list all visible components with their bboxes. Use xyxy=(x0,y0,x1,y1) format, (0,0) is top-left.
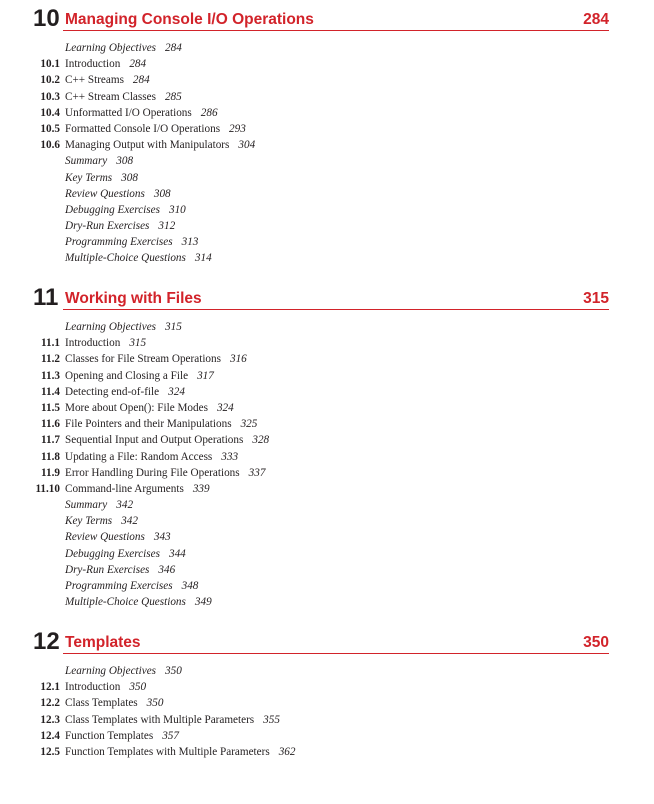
entry-title: Debugging Exercises xyxy=(65,547,160,560)
section-number: 12.5 xyxy=(40,745,60,758)
entry-title: Opening and Closing a File xyxy=(65,369,189,382)
entry-text xyxy=(65,432,269,448)
toc-entry[interactable] xyxy=(0,89,654,105)
toc-entry-list xyxy=(0,663,654,760)
toc-entry[interactable] xyxy=(0,497,654,513)
entry-page-number: 328 xyxy=(252,434,270,447)
entry-text xyxy=(65,250,212,266)
toc-entry[interactable] xyxy=(0,594,654,610)
section-number: 10.4 xyxy=(40,106,60,119)
toc-entry[interactable] xyxy=(0,578,654,594)
entry-text xyxy=(65,319,182,335)
entry-title: Learning Objectives xyxy=(65,42,157,54)
entry-text xyxy=(65,40,182,56)
entry-title: Class Templates xyxy=(65,697,138,710)
entry-page-number: 333 xyxy=(221,450,239,463)
entry-title: Formatted Console I/O Operations xyxy=(65,122,221,135)
entry-title: Managing Output with Manipulators xyxy=(65,139,230,152)
toc-entry[interactable] xyxy=(0,679,654,695)
toc-entry[interactable] xyxy=(0,218,654,234)
entry-page-number: 285 xyxy=(164,90,182,103)
chapter-title-link[interactable]: Working with Files xyxy=(65,290,202,307)
entry-text xyxy=(65,663,182,679)
entry-title: Introduction xyxy=(65,337,121,350)
entry-title: Dry-Run Exercises xyxy=(65,220,150,233)
entry-title: Function Templates xyxy=(65,729,154,742)
entry-page-number: 339 xyxy=(192,482,210,495)
toc-entry[interactable] xyxy=(0,728,654,744)
toc-entry[interactable] xyxy=(0,529,654,545)
toc-entry[interactable] xyxy=(0,432,654,448)
entry-title: Key Terms xyxy=(65,515,113,528)
entry-title: Multiple-Choice Questions xyxy=(65,252,186,265)
entry-page-number: 308 xyxy=(153,187,171,200)
chapter-heading xyxy=(0,285,654,309)
chapter-number: 11 xyxy=(33,284,59,311)
section-number: 11.9 xyxy=(41,466,60,479)
toc-entry[interactable] xyxy=(0,562,654,578)
section-number: 10.2 xyxy=(40,74,60,87)
entry-page-number: 313 xyxy=(181,236,199,249)
entry-text xyxy=(65,56,146,72)
entry-text xyxy=(65,465,265,481)
entry-title: Unformatted I/O Operations xyxy=(65,106,192,119)
toc-entry[interactable] xyxy=(0,400,654,416)
entry-title: Error Handling During File Operations xyxy=(65,466,240,479)
entry-page-number: 350 xyxy=(146,697,164,710)
entry-title: C++ Streams xyxy=(65,74,124,87)
entry-page-number: 293 xyxy=(229,122,246,135)
toc-entry[interactable] xyxy=(0,319,654,335)
section-number: 10.5 xyxy=(40,122,60,135)
entry-page-number: 355 xyxy=(263,713,280,726)
entry-page-number: 316 xyxy=(229,353,247,366)
toc-entry[interactable] xyxy=(0,695,654,711)
entry-text xyxy=(65,234,198,250)
toc-entry-list xyxy=(0,40,654,267)
entry-text xyxy=(65,153,133,169)
chapter-page-number: 315 xyxy=(583,290,609,307)
entry-text xyxy=(65,202,186,218)
toc-entry[interactable] xyxy=(0,234,654,250)
entry-text xyxy=(65,368,214,384)
entry-page-number: 362 xyxy=(278,745,296,758)
entry-page-number: 286 xyxy=(200,106,218,119)
entry-page-number: 284 xyxy=(165,42,182,54)
entry-title: Classes for File Stream Operations xyxy=(65,353,221,366)
section-number: 11.3 xyxy=(41,369,60,382)
section-number: 12.4 xyxy=(40,729,60,742)
entry-page-number: 357 xyxy=(162,729,179,742)
entry-text xyxy=(65,351,247,367)
entry-text xyxy=(65,712,280,728)
entry-text xyxy=(65,497,133,513)
chapter-title-link[interactable]: Templates xyxy=(65,634,141,651)
toc-entry[interactable] xyxy=(0,513,654,529)
chapter-divider xyxy=(63,309,609,310)
entry-text xyxy=(65,218,175,234)
toc-entry[interactable] xyxy=(0,384,654,400)
chapter-11 xyxy=(0,284,654,609)
entry-page-number: 324 xyxy=(216,401,234,414)
section-number: 11.5 xyxy=(41,401,60,414)
entry-title: Introduction xyxy=(65,681,121,694)
entry-text xyxy=(65,728,179,744)
toc-entry[interactable] xyxy=(0,416,654,432)
entry-page-number: 308 xyxy=(121,171,138,184)
toc-entry[interactable] xyxy=(0,368,654,384)
entry-text xyxy=(65,529,171,545)
entry-page-number: 310 xyxy=(168,203,186,216)
section-number: 10.1 xyxy=(40,58,60,71)
entry-title: Programming Exercises xyxy=(65,580,173,592)
entry-text xyxy=(65,546,186,562)
entry-text xyxy=(65,481,210,497)
entry-title: Summary xyxy=(65,155,108,168)
entry-title: C++ Stream Classes xyxy=(65,90,156,103)
section-number: 10.3 xyxy=(40,90,60,103)
entry-page-number: 343 xyxy=(153,531,171,544)
entry-title: Updating a File: Random Access xyxy=(65,450,213,463)
toc-entry[interactable] xyxy=(0,202,654,218)
section-number: 12.3 xyxy=(40,713,60,726)
toc-entry[interactable] xyxy=(0,72,654,88)
entry-text xyxy=(65,186,171,202)
entry-text xyxy=(65,513,138,529)
entry-text xyxy=(65,384,185,400)
toc-entry[interactable] xyxy=(0,351,654,367)
entry-text xyxy=(65,170,138,186)
entry-title: Function Templates with Multiple Parameters xyxy=(65,745,270,758)
entry-page-number: 324 xyxy=(168,385,185,398)
section-number: 11.10 xyxy=(35,482,60,495)
entry-text xyxy=(65,695,163,711)
chapter-number: 10 xyxy=(33,5,60,32)
toc-entry[interactable] xyxy=(0,153,654,169)
entry-text xyxy=(65,105,218,121)
entry-title: Summary xyxy=(65,499,108,512)
entry-text xyxy=(65,744,295,760)
entry-title: Detecting end-of-file xyxy=(65,385,160,398)
toc-entry[interactable] xyxy=(0,546,654,562)
chapter-number: 12 xyxy=(33,628,60,655)
entry-page-number: 325 xyxy=(240,418,258,431)
entry-page-number: 348 xyxy=(181,580,199,592)
toc-entry[interactable] xyxy=(0,186,654,202)
toc-entry[interactable] xyxy=(0,663,654,679)
section-number: 11.6 xyxy=(41,418,60,431)
entry-text xyxy=(65,72,150,88)
toc-entry[interactable] xyxy=(0,712,654,728)
section-number: 11.1 xyxy=(41,337,60,350)
entry-page-number: 308 xyxy=(116,155,134,168)
entry-text xyxy=(65,400,234,416)
chapter-divider xyxy=(63,653,609,654)
chapter-10 xyxy=(0,5,654,265)
toc-entry-list xyxy=(0,319,654,610)
entry-text xyxy=(65,89,182,105)
toc-entry[interactable] xyxy=(0,105,654,121)
section-number: 12.2 xyxy=(40,697,60,710)
entry-page-number: 342 xyxy=(121,515,138,528)
chapter-divider xyxy=(63,30,609,31)
toc-entry[interactable] xyxy=(0,465,654,481)
entry-title: File Pointers and their Manipulations xyxy=(65,418,232,431)
section-number: 12.1 xyxy=(40,681,60,694)
section-number: 10.6 xyxy=(40,139,60,152)
entry-title: Learning Objectives xyxy=(65,665,157,677)
entry-page-number: 284 xyxy=(129,58,147,71)
chapter-heading xyxy=(0,6,654,30)
entry-page-number: 304 xyxy=(238,139,256,152)
entry-page-number: 350 xyxy=(129,681,147,694)
entry-title: Review Questions xyxy=(65,187,145,200)
entry-title: Introduction xyxy=(65,58,121,71)
entry-text xyxy=(65,594,212,610)
chapter-title-link[interactable]: Managing Console I/O Operations xyxy=(65,11,314,28)
entry-page-number: 350 xyxy=(165,665,182,677)
chapter-12 xyxy=(0,628,654,758)
section-number: 11.7 xyxy=(41,434,60,447)
entry-page-number: 315 xyxy=(165,321,182,333)
entry-title: More about Open(): File Modes xyxy=(65,401,208,414)
entry-page-number: 317 xyxy=(197,369,214,382)
entry-title: Sequential Input and Output Operations xyxy=(65,434,244,447)
entry-page-number: 342 xyxy=(116,499,134,512)
entry-title: Multiple-Choice Questions xyxy=(65,596,186,609)
entry-page-number: 284 xyxy=(132,74,150,87)
entry-title: Debugging Exercises xyxy=(65,203,160,216)
chapter-page-number: 284 xyxy=(583,11,609,28)
entry-title: Review Questions xyxy=(65,531,145,544)
toc-entry[interactable] xyxy=(0,744,654,760)
toc-entry[interactable] xyxy=(0,481,654,497)
toc-entry[interactable] xyxy=(0,170,654,186)
entry-text xyxy=(65,335,146,351)
entry-title: Dry-Run Exercises xyxy=(65,563,150,576)
entry-page-number: 337 xyxy=(248,466,266,479)
entry-title: Learning Objectives xyxy=(65,321,157,333)
entry-text xyxy=(65,449,238,465)
entry-text xyxy=(65,562,175,578)
entry-page-number: 315 xyxy=(129,337,147,350)
toc-entry[interactable] xyxy=(0,40,654,56)
entry-page-number: 349 xyxy=(194,596,212,609)
chapter-page-number: 350 xyxy=(583,634,609,651)
entry-page-number: 346 xyxy=(158,563,176,576)
toc-entry[interactable] xyxy=(0,137,654,153)
section-number: 11.8 xyxy=(41,450,60,463)
toc-entry[interactable] xyxy=(0,250,654,266)
section-number: 11.2 xyxy=(41,353,60,366)
chapter-heading xyxy=(0,629,654,653)
entry-text xyxy=(65,137,255,153)
entry-title: Key Terms xyxy=(65,171,113,184)
entry-text xyxy=(65,679,146,695)
entry-title: Command-line Arguments xyxy=(65,482,184,495)
entry-text xyxy=(65,578,198,594)
entry-page-number: 312 xyxy=(158,220,176,233)
entry-title: Programming Exercises xyxy=(65,236,173,249)
toc-entry[interactable] xyxy=(0,449,654,465)
entry-page-number: 344 xyxy=(168,547,186,560)
entry-title: Class Templates with Multiple Parameters xyxy=(65,713,255,726)
toc-entry[interactable] xyxy=(0,335,654,351)
toc-entry[interactable] xyxy=(0,56,654,72)
toc-entry[interactable] xyxy=(0,121,654,137)
entry-text xyxy=(65,121,246,137)
section-number: 11.4 xyxy=(41,385,60,398)
entry-text xyxy=(65,416,257,432)
entry-page-number: 314 xyxy=(194,252,212,265)
